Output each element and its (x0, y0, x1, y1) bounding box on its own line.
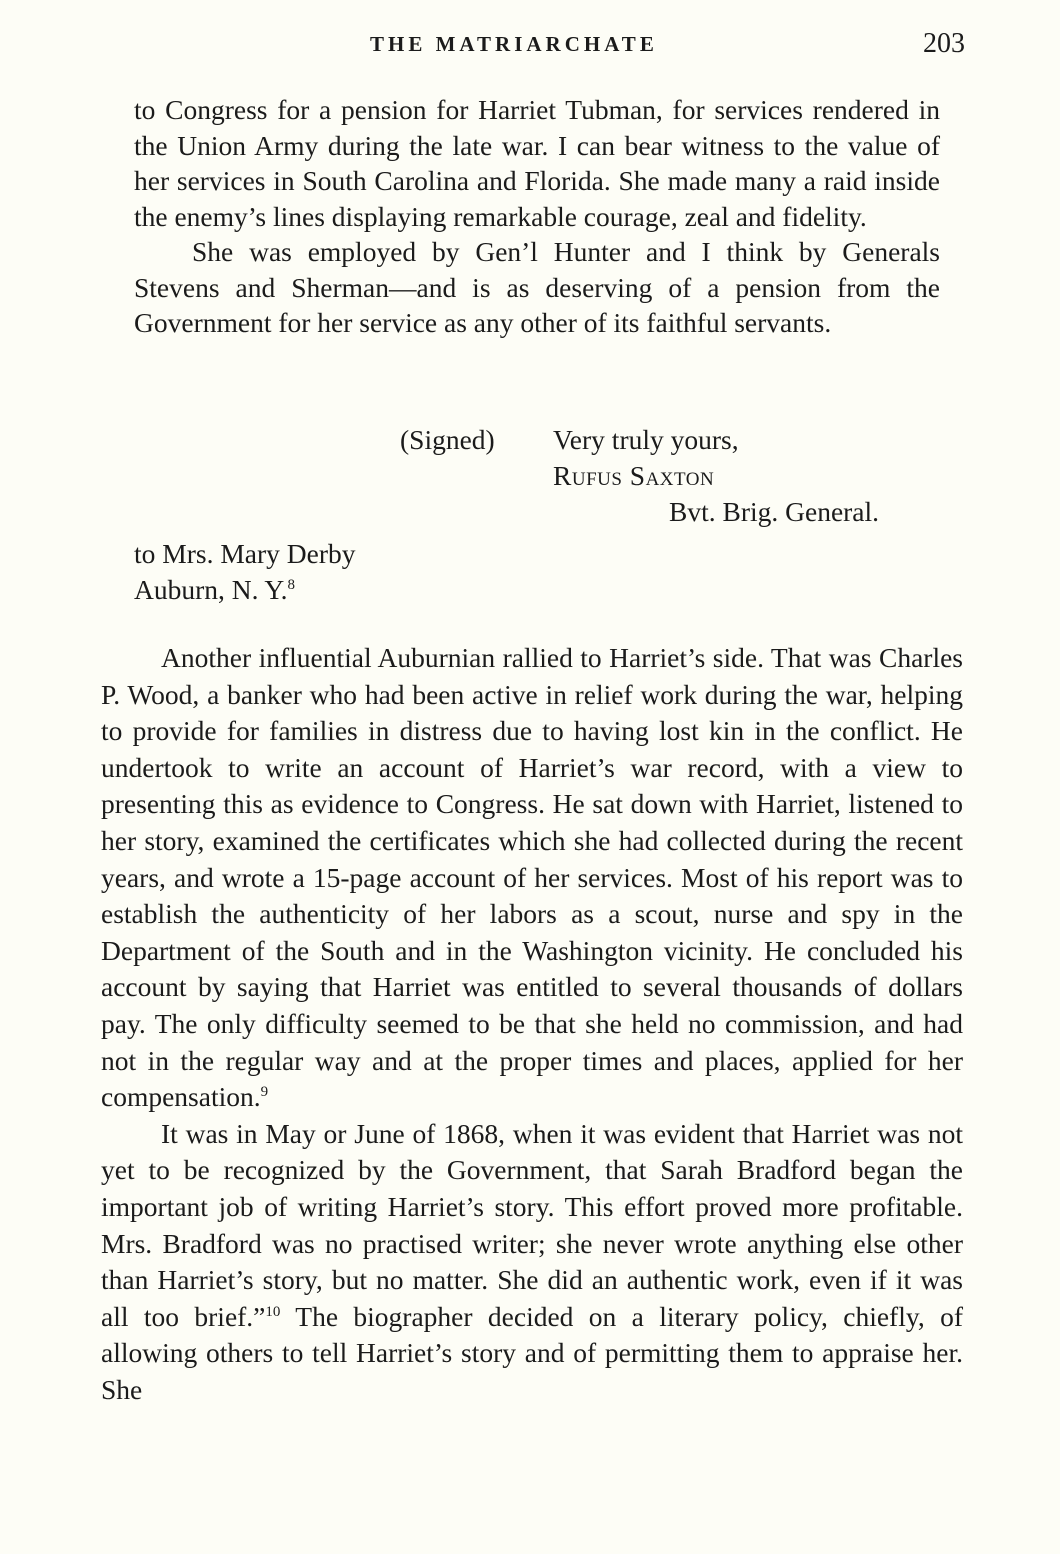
letter-paragraph: to Congress for a pension for Harriet Tubman, for services rendered in the Union Army during the late war. I can bear witness to the value of her services in South Carolina and Florida. She made many a raid inside the enemy’s lines displaying remarkable courage, zeal and fidelity. (134, 94, 940, 232)
address-line: Auburn, N. Y.$^8$ (134, 574, 296, 605)
footnote-ref[interactable]: 8 (287, 576, 296, 593)
closing-line: Very truly yours, (553, 424, 739, 455)
signer-rank: Bvt. Brig. General. (669, 496, 880, 527)
address-line: to Mrs. Mary Derby (134, 538, 356, 569)
footnote-ref[interactable]: 10 (265, 1303, 281, 1320)
signed-label: (Signed) (400, 424, 495, 455)
running-head (0, 28, 1060, 68)
running-title: THE MATRIARCHATE (370, 32, 658, 56)
letter-paragraph: She was employed by Gen’l Hunter and I think by Generals Stevens and Sherman—and is as deserving of a pension from the Government for her service as any other of its faithful servants. (134, 236, 940, 338)
body-text (101, 640, 963, 1408)
body-paragraph: It was in May or June of 1868, when it was evident that Harriet was not yet to be recognized by the Government, that Sarah Bradford began the important job of writing Harriet’s story. This effort proved more profitable. Mrs. Bradford was no practised writer; she never wrote anything else other than Harriet’s story, but no matter. She did an authentic work, even if it was all too brief.”$^{10}$ The biographer decided on a literary policy, chiefly, of allowing others to tell Harriet’s story and of permitting them to appraise her. She (101, 1117, 963, 1405)
quoted-letter (134, 92, 940, 341)
body-paragraph: Another influential Auburnian rallied to Harriet’s side. That was Charles P. Wood, a banker who had been active in relief work during the war, helping to provide for families in distress due to having lost kin in the conflict. He undertook to write an account of Harriet’s war record, with a view to presenting this as evidence to Congress. He sat down with Harriet, listened to her story, examined the certificates which she had collected during the recent years, and wrote a 15-page account of her services. Most of his report was to establish the authenticity of her labors as a scout, nurse and spy in the Department of the South and in the Washington vicinity. He concluded his account by saying that Harriet was entitled to several thousands of dollars pay. The only difficulty seemed to be that she held no commission, and had not in the regular way and at the proper times and places, applied for her compensation.$^9$ (101, 642, 963, 1113)
signature-block (553, 422, 739, 494)
signer-name: Rufus Saxton (553, 460, 715, 491)
page-number: 203 (923, 28, 965, 59)
footnote-ref[interactable]: 9 (260, 1083, 269, 1100)
letter-address (134, 536, 356, 608)
